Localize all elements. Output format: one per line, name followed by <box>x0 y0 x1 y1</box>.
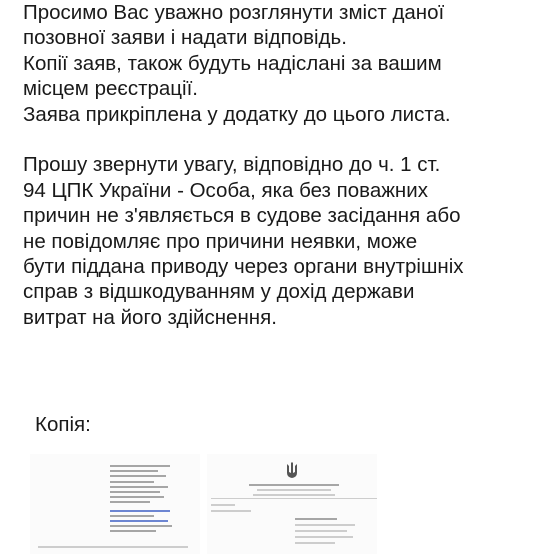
message-line: причин не з'являється в судове засідання або <box>23 204 461 228</box>
message-line: Заява прикріплена у додатку до цього листа. <box>23 102 451 126</box>
attachments-strip <box>0 448 536 549</box>
attachments-label: Копія: <box>35 413 91 436</box>
message-line: витрат на його здійснення. <box>23 305 277 329</box>
paragraph-gap <box>23 127 528 152</box>
message-line: справ з відшкодуванням у дохід держави <box>23 280 415 304</box>
message-line: місцем реєстрації. <box>23 77 198 101</box>
message-line: Прошу звернути увагу, відповідно до ч. 1 ст. <box>23 153 441 177</box>
court-letter-trident-icon <box>285 462 299 480</box>
message-line: не повідомляє про причини неявки, може <box>23 229 418 253</box>
message-line: 94 ЦПК України - Особа, яка без поважних <box>23 178 428 202</box>
attachment-thumbnail-1[interactable] <box>30 454 200 554</box>
message-line: Копії заяв, також будуть надіслані за вашим <box>23 51 442 75</box>
message-line: бути піддана приводу через органи внутрішніх <box>23 255 464 279</box>
message-line: позовної заяви і надати відповідь. <box>23 26 347 50</box>
attachment-thumbnail-2[interactable] <box>207 454 377 554</box>
message-body <box>23 0 528 330</box>
message-line: Просимо Вас уважно розглянути зміст даної <box>23 1 445 24</box>
